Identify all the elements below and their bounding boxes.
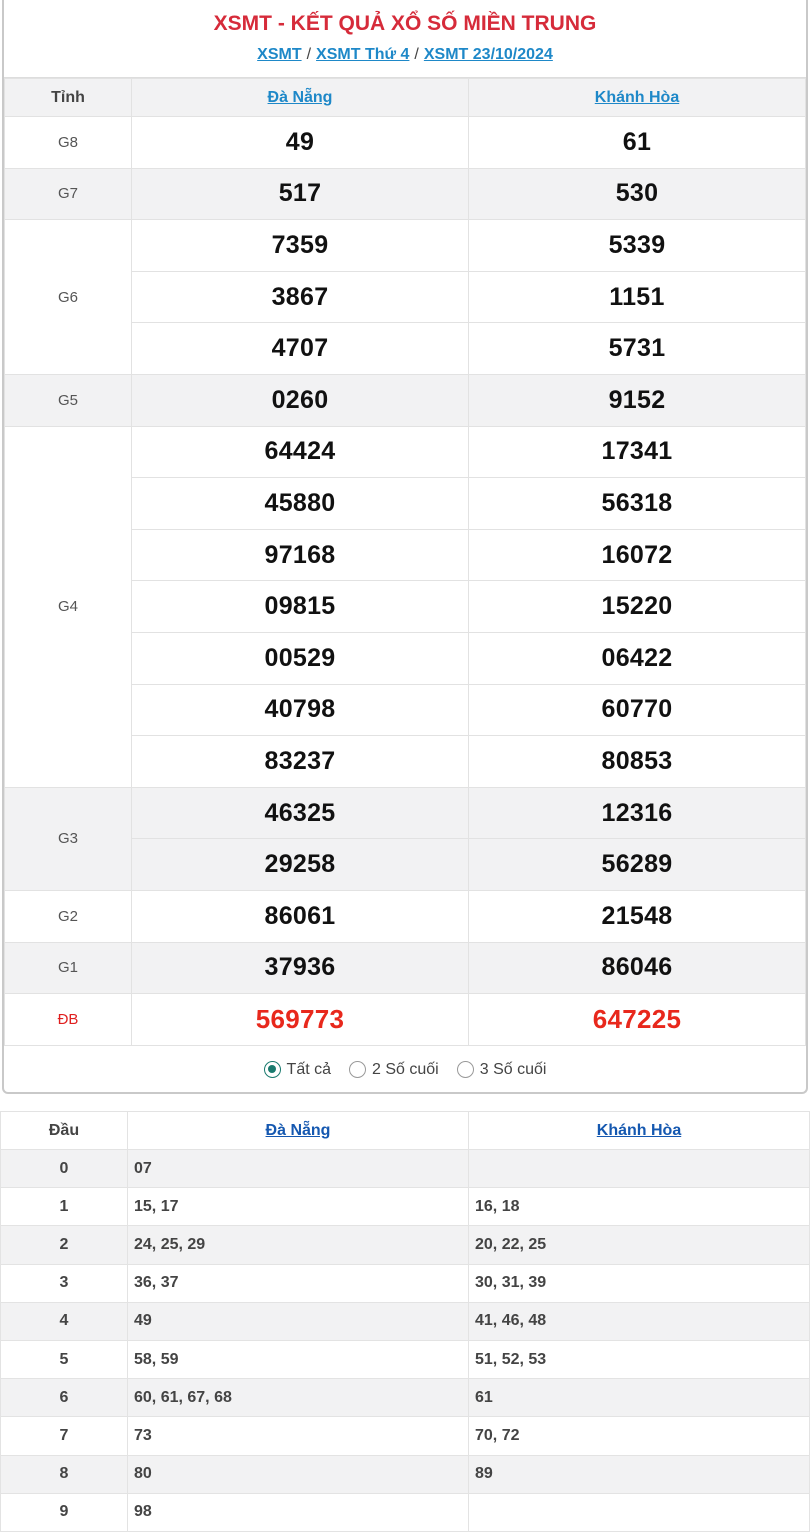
prize-label: G2 xyxy=(5,890,132,942)
prize-row xyxy=(5,426,806,478)
prize-number: 5731 xyxy=(469,323,806,375)
prize-label: G1 xyxy=(5,942,132,994)
prize-number: 12316 xyxy=(469,787,806,839)
loto-dau: 7 xyxy=(1,1417,128,1455)
loto-row xyxy=(1,1340,810,1378)
loto-header-da-nang xyxy=(128,1112,469,1150)
prize-number: 5339 xyxy=(469,220,806,272)
prize-row xyxy=(5,168,806,220)
loto-values: 16, 18 xyxy=(469,1188,810,1226)
loto-dau: 5 xyxy=(1,1340,128,1378)
prize-number: 86046 xyxy=(469,942,806,994)
prize-row xyxy=(5,117,806,169)
prize-row xyxy=(5,890,806,942)
results-card xyxy=(2,0,808,1094)
loto-values: 80 xyxy=(128,1455,469,1493)
loto-values: 07 xyxy=(128,1150,469,1188)
loto-row xyxy=(1,1493,810,1531)
results-body xyxy=(5,117,806,1046)
prize-label: G6 xyxy=(5,220,132,375)
loto-dau: 0 xyxy=(1,1150,128,1188)
loto-values: 73 xyxy=(128,1417,469,1455)
prize-number: 56289 xyxy=(469,839,806,891)
loto-link-khanh-hoa[interactable]: Khánh Hòa xyxy=(596,1121,682,1139)
filter-option-2-digits[interactable] xyxy=(349,1061,439,1079)
filter-option-label: 3 Số cuối xyxy=(479,1060,547,1078)
loto-dau: 8 xyxy=(1,1455,128,1493)
prize-number: 45880 xyxy=(132,478,469,530)
prize-label: G5 xyxy=(5,374,132,426)
loto-body xyxy=(1,1150,810,1532)
loto-values: 15, 17 xyxy=(128,1188,469,1226)
breadcrumb-xsmt-thu4[interactable]: XSMT Thứ 4 xyxy=(316,46,410,63)
prize-number: 15220 xyxy=(469,581,806,633)
breadcrumb xyxy=(4,46,806,64)
loto-values: 60, 61, 67, 68 xyxy=(128,1379,469,1417)
prize-number: 569773 xyxy=(132,994,469,1046)
province-header-khanh-hoa xyxy=(469,79,806,117)
loto-header-row xyxy=(1,1112,810,1150)
loto-values: 41, 46, 48 xyxy=(469,1302,810,1340)
province-link-khanh-hoa[interactable]: Khánh Hòa xyxy=(594,88,680,106)
loto-values: 58, 59 xyxy=(128,1340,469,1378)
prize-number: 16072 xyxy=(469,529,806,581)
loto-header-khanh-hoa xyxy=(469,1112,810,1150)
loto-dau: 1 xyxy=(1,1188,128,1226)
loto-table xyxy=(0,1111,810,1532)
prize-number: 00529 xyxy=(132,632,469,684)
loto-dau: 3 xyxy=(1,1264,128,1302)
prize-row xyxy=(5,942,806,994)
loto-row xyxy=(1,1264,810,1302)
prize-number: 3867 xyxy=(132,271,469,323)
prize-number: 64424 xyxy=(132,426,469,478)
dau-column-header: Đầu xyxy=(1,1112,128,1150)
loto-row xyxy=(1,1379,810,1417)
province-header-da-nang xyxy=(132,79,469,117)
province-column-header: Tỉnh xyxy=(5,79,132,117)
loto-values: 20, 22, 25 xyxy=(469,1226,810,1264)
loto-values: 49 xyxy=(128,1302,469,1340)
prize-number: 7359 xyxy=(132,220,469,272)
prize-label: ĐB xyxy=(5,994,132,1046)
prize-number: 1151 xyxy=(469,271,806,323)
radio-selected-icon[interactable] xyxy=(264,1061,281,1078)
prize-number: 49 xyxy=(132,117,469,169)
prize-number: 46325 xyxy=(132,787,469,839)
breadcrumb-separator: / xyxy=(414,46,419,63)
prize-row xyxy=(5,374,806,426)
prize-number: 21548 xyxy=(469,890,806,942)
loto-dau: 4 xyxy=(1,1302,128,1340)
loto-row xyxy=(1,1188,810,1226)
prize-number: 4707 xyxy=(132,323,469,375)
loto-values: 98 xyxy=(128,1493,469,1531)
prize-label: G7 xyxy=(5,168,132,220)
loto-values: 24, 25, 29 xyxy=(128,1226,469,1264)
loto-dau: 9 xyxy=(1,1493,128,1531)
results-header xyxy=(4,0,806,78)
prize-number: 37936 xyxy=(132,942,469,994)
prize-number: 0260 xyxy=(132,374,469,426)
loto-values: 70, 72 xyxy=(469,1417,810,1455)
results-header-row xyxy=(5,79,806,117)
loto-values: 89 xyxy=(469,1455,810,1493)
prize-label: G3 xyxy=(5,787,132,890)
breadcrumb-xsmt-date[interactable]: XSMT 23/10/2024 xyxy=(423,46,553,63)
loto-row xyxy=(1,1226,810,1264)
prize-row xyxy=(5,220,806,272)
filter-option-3-digits[interactable] xyxy=(457,1061,547,1079)
prize-label: G8 xyxy=(5,117,132,169)
prize-number: 60770 xyxy=(469,684,806,736)
prize-number: 9152 xyxy=(469,374,806,426)
prize-number: 29258 xyxy=(132,839,469,891)
loto-dau: 2 xyxy=(1,1226,128,1264)
breadcrumb-xsmt[interactable]: XSMT xyxy=(257,46,302,63)
filter-option-all[interactable] xyxy=(264,1061,331,1079)
loto-link-da-nang[interactable]: Đà Nẵng xyxy=(265,1121,331,1139)
prize-label: G4 xyxy=(5,426,132,787)
prize-number: 17341 xyxy=(469,426,806,478)
prize-number: 83237 xyxy=(132,736,469,788)
loto-row xyxy=(1,1150,810,1188)
number-filter xyxy=(4,1046,806,1094)
prize-number: 86061 xyxy=(132,890,469,942)
loto-row xyxy=(1,1455,810,1493)
prize-number: 530 xyxy=(469,168,806,220)
prize-row xyxy=(5,787,806,839)
loto-dau: 6 xyxy=(1,1379,128,1417)
radio-icon[interactable] xyxy=(457,1061,474,1078)
filter-option-label: 2 Số cuối xyxy=(372,1060,439,1078)
prize-number: 09815 xyxy=(132,581,469,633)
prize-number: 56318 xyxy=(469,478,806,530)
loto-values xyxy=(469,1150,810,1188)
prize-row xyxy=(5,994,806,1046)
prize-number: 647225 xyxy=(469,994,806,1046)
loto-values: 61 xyxy=(469,1379,810,1417)
prize-number: 06422 xyxy=(469,632,806,684)
prize-number: 80853 xyxy=(469,736,806,788)
loto-row xyxy=(1,1417,810,1455)
prize-number: 97168 xyxy=(132,529,469,581)
filter-option-label: Tất cả xyxy=(286,1060,332,1078)
loto-values: 36, 37 xyxy=(128,1264,469,1302)
prize-number: 61 xyxy=(469,117,806,169)
page-title: XSMT - KẾT QUẢ XỔ SỐ MIỀN TRUNG xyxy=(213,12,597,35)
loto-row xyxy=(1,1302,810,1340)
loto-values xyxy=(469,1493,810,1531)
loto-values: 51, 52, 53 xyxy=(469,1340,810,1378)
prize-number: 40798 xyxy=(132,684,469,736)
results-table xyxy=(4,78,806,1046)
prize-number: 517 xyxy=(132,168,469,220)
loto-values: 30, 31, 39 xyxy=(469,1264,810,1302)
province-link-da-nang[interactable]: Đà Nẵng xyxy=(267,88,333,106)
radio-icon[interactable] xyxy=(349,1061,366,1078)
breadcrumb-separator: / xyxy=(306,46,312,63)
